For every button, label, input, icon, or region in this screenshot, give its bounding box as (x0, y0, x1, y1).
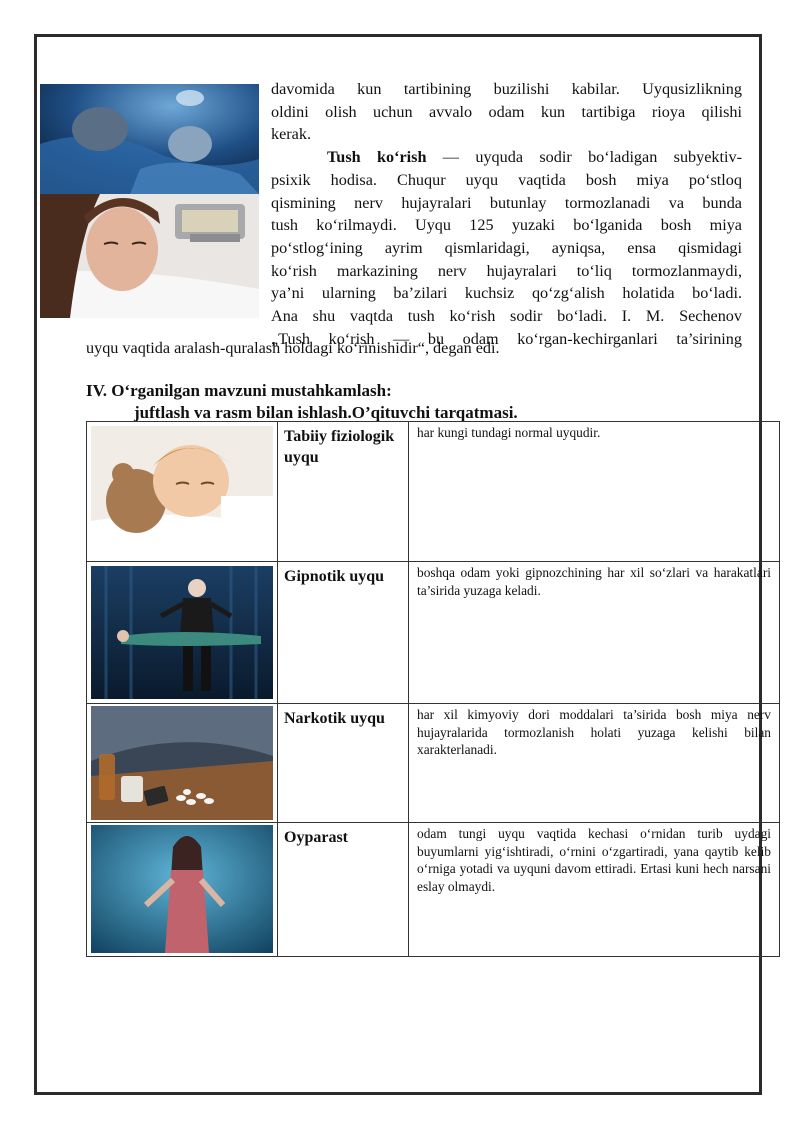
term-cell: Tabiiy fiziologik uyqu (278, 422, 409, 562)
term-cell: Oyparast (278, 823, 409, 957)
text-line: po‘stlog‘ining ayrim qismlaridagi, ayniqsa, ensa qismidagi (271, 238, 742, 257)
text-line: davomida kun tartibining buzilishi kabilar. Uyqusizlikning (271, 80, 742, 98)
image-cell (87, 704, 278, 823)
image-cell (87, 562, 278, 704)
text-line: Ana shu vaqtda tush ko‘rish sodir bo‘ladi. I. M. Sechenov (271, 307, 742, 326)
table-row (87, 704, 780, 823)
dream-term: Tush ko‘rish (327, 148, 427, 167)
child-with-teddy-photo (91, 426, 273, 557)
text-line: psixik hodisa. Chuqur uyqu vaqtida bosh miya po‘stloq (271, 170, 742, 189)
text-line: qismining nerv hujayralari butunlay tormozlanadi va bunda (271, 193, 742, 212)
image-cell (87, 823, 278, 957)
dream-final-line: uyqu vaqtida aralash-quralash holdagi ko‘rinishidir“, degan edi. (86, 339, 500, 357)
sleeping-woman-alarm-photo (40, 194, 259, 318)
term-cell: Narkotik uyqu (278, 704, 409, 823)
text-line: kerak. (271, 125, 311, 144)
definition-cell: har xil kimyoviy dori moddalari ta’sirida bosh miya nerv hujayralarida tormozlanish holati yuzaga kelishi bilan xarakterlanadi. (409, 704, 780, 823)
table-row (87, 422, 780, 562)
table-row (87, 823, 780, 957)
table-row (87, 562, 780, 704)
definition-cell: boshqa odam yoki gipnozchining har xil so‘zlari va harakatlari ta’sirida yuzaga keladi. (409, 562, 780, 704)
sleep-disorder-paragraph (271, 78, 742, 350)
text-line: tush ko‘rilmaydi. Uyqu 125 yuzaki bo‘lganida bosh miya (271, 216, 742, 235)
sleeping-couple-photo (40, 84, 259, 194)
hypnotist-levitation-photo (91, 566, 273, 699)
term-cell: Gipnotik uyqu (278, 562, 409, 704)
sleep-types-table (86, 421, 780, 957)
pills-on-table-photo (91, 706, 273, 820)
section-subheading: juftlash va rasm bilan ishlash.O’qituvchi tarqatmasi. (134, 403, 518, 422)
text-line: „Tush ko‘rish — bu odam ko‘rgan-kechirganlari ta’sirining (271, 329, 742, 348)
text-line: ya’ni ularning ba’zilari kuchsiz qo‘zg‘alish holatida bo‘ladi. (271, 284, 742, 303)
sleepwalking-woman-photo (91, 825, 273, 953)
text-line: ko‘rish markazining nerv hujayralari to‘liq tormozlanmaydi, (271, 261, 742, 280)
dream-definition-start: — uyquda sodir bo‘ladigan subyektiv- (426, 148, 743, 167)
dream-first-line (271, 146, 742, 169)
image-cell (87, 422, 278, 562)
section-heading: IV. O‘rganilgan mavzuni mustahkamlash: (86, 381, 392, 400)
definition-cell: odam tungi uyqu vaqtida kechasi o‘rnidan turib uydagi buyumlarni yig‘ishtiradi, o‘rnini o‘zgartiradi, yana qaytib kelib o‘rniga yotadi va uyquni davom ettiradi. Ertasi kuni hech narsani eslay olmaydi. (409, 823, 780, 957)
text-line: oldini olish uchun avvalo odam kun tartibiga rioya qilishi (271, 102, 742, 121)
definition-cell: har kungi tundagi normal uyqudir. (409, 422, 780, 562)
